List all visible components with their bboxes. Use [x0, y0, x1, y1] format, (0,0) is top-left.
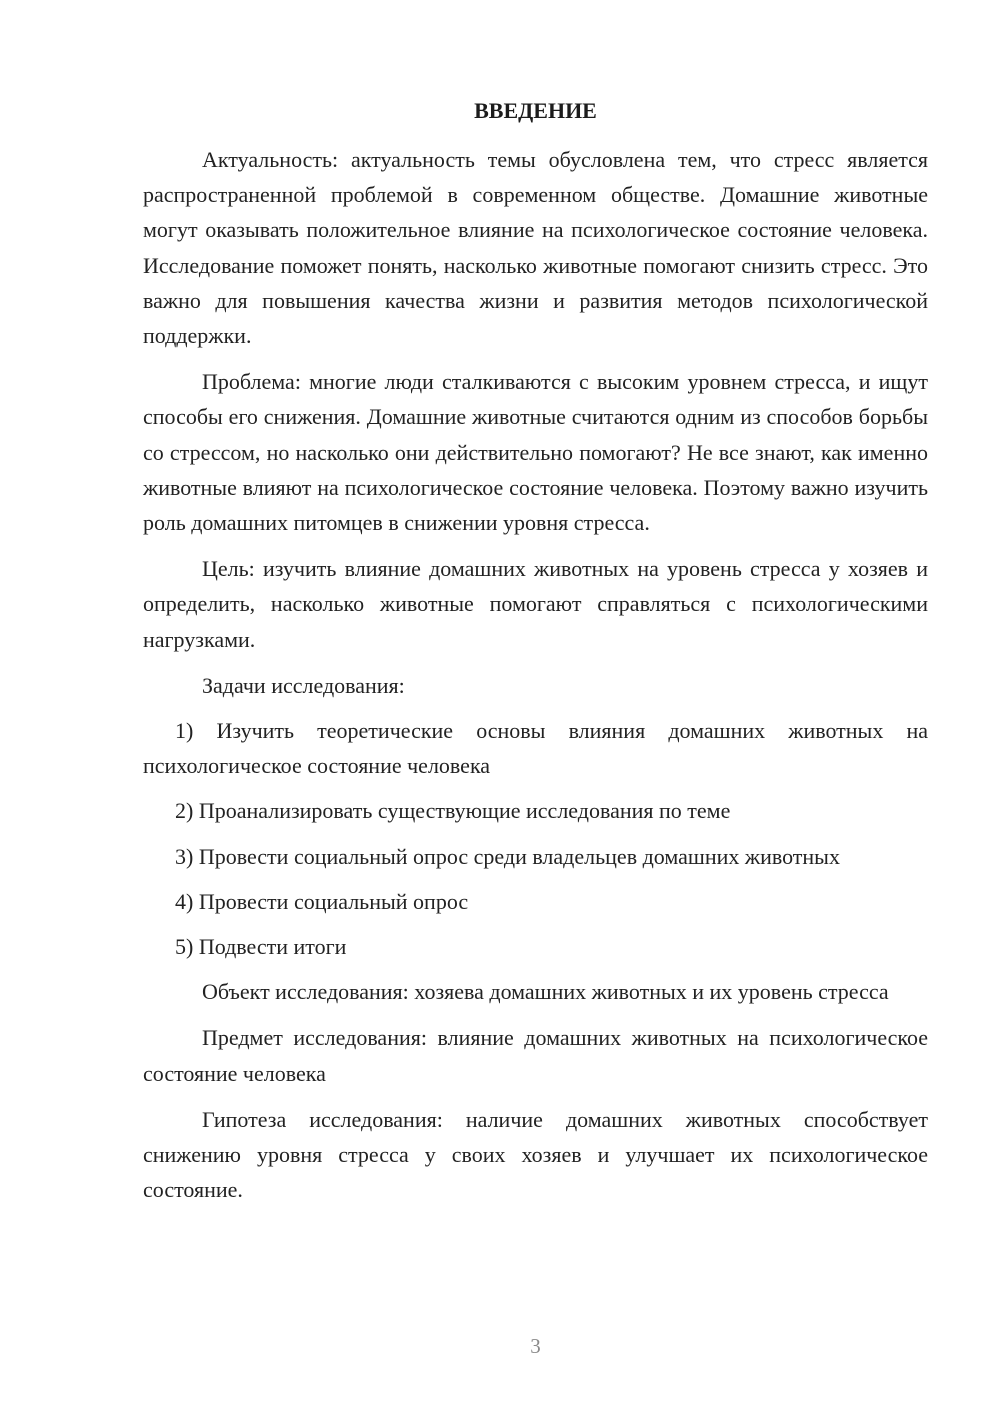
task-item-2: 2) Проанализировать существующие исследования по теме: [175, 798, 731, 824]
task-item-4: 4) Провести социальный опрос: [175, 888, 469, 914]
task-item-3: 3) Провести социальный опрос среди владельцев домашних животных: [175, 843, 840, 869]
page-title: ВВЕДЕНИЕ: [474, 98, 597, 123]
relevance-paragraph: Актуальность: актуальность темы обусловлена тем, что стресс является распространенной проблемой в современном обществе. Домашние животные могут оказывать положительное влияние на психологическое состояние человека. Исследование поможет понять, насколько животные помогают снизить стресс. Это важно для повышения качества жизни и развития методов психологической поддержки.: [143, 147, 928, 349]
tasks-title: Задачи исследования:: [202, 672, 405, 698]
task-item-5: 5) Подвести итоги: [175, 934, 347, 960]
document-body: [143, 142, 928, 1218]
page-number: 3: [530, 1334, 541, 1358]
task-item-1: 1) Изучить теоретические основы влияния домашних животных на психологическое состояние человека: [143, 718, 928, 779]
subject-paragraph: Предмет исследования: влияние домашних животных на психологическое состояние человека: [143, 1025, 928, 1086]
problem-paragraph: Проблема: многие люди сталкиваются с высоким уровнем стресса, и ищут способы его снижения. Домашние животные считаются одним из способов борьбы со стрессом, но насколько они действительно помогают? Не все знают, как именно животные влияют на психологическое состояние человека. Поэтому важно изучить роль домашних питомцев в снижении уровня стресса.: [143, 369, 928, 536]
document-page: [143, 0, 928, 1414]
goal-paragraph: Цель: изучить влияние домашних животных на уровень стресса у хозяев и определить, насколько животные помогают справляться с психологическими нагрузками.: [143, 556, 928, 652]
hypothesis-paragraph: Гипотеза исследования: наличие домашних животных способствует снижению уровня стресса у своих хозяев и улучшает их психологическое состояние.: [143, 1106, 928, 1203]
object-paragraph: Объект исследования: хозяева домашних животных и их уровень стресса: [202, 979, 889, 1005]
